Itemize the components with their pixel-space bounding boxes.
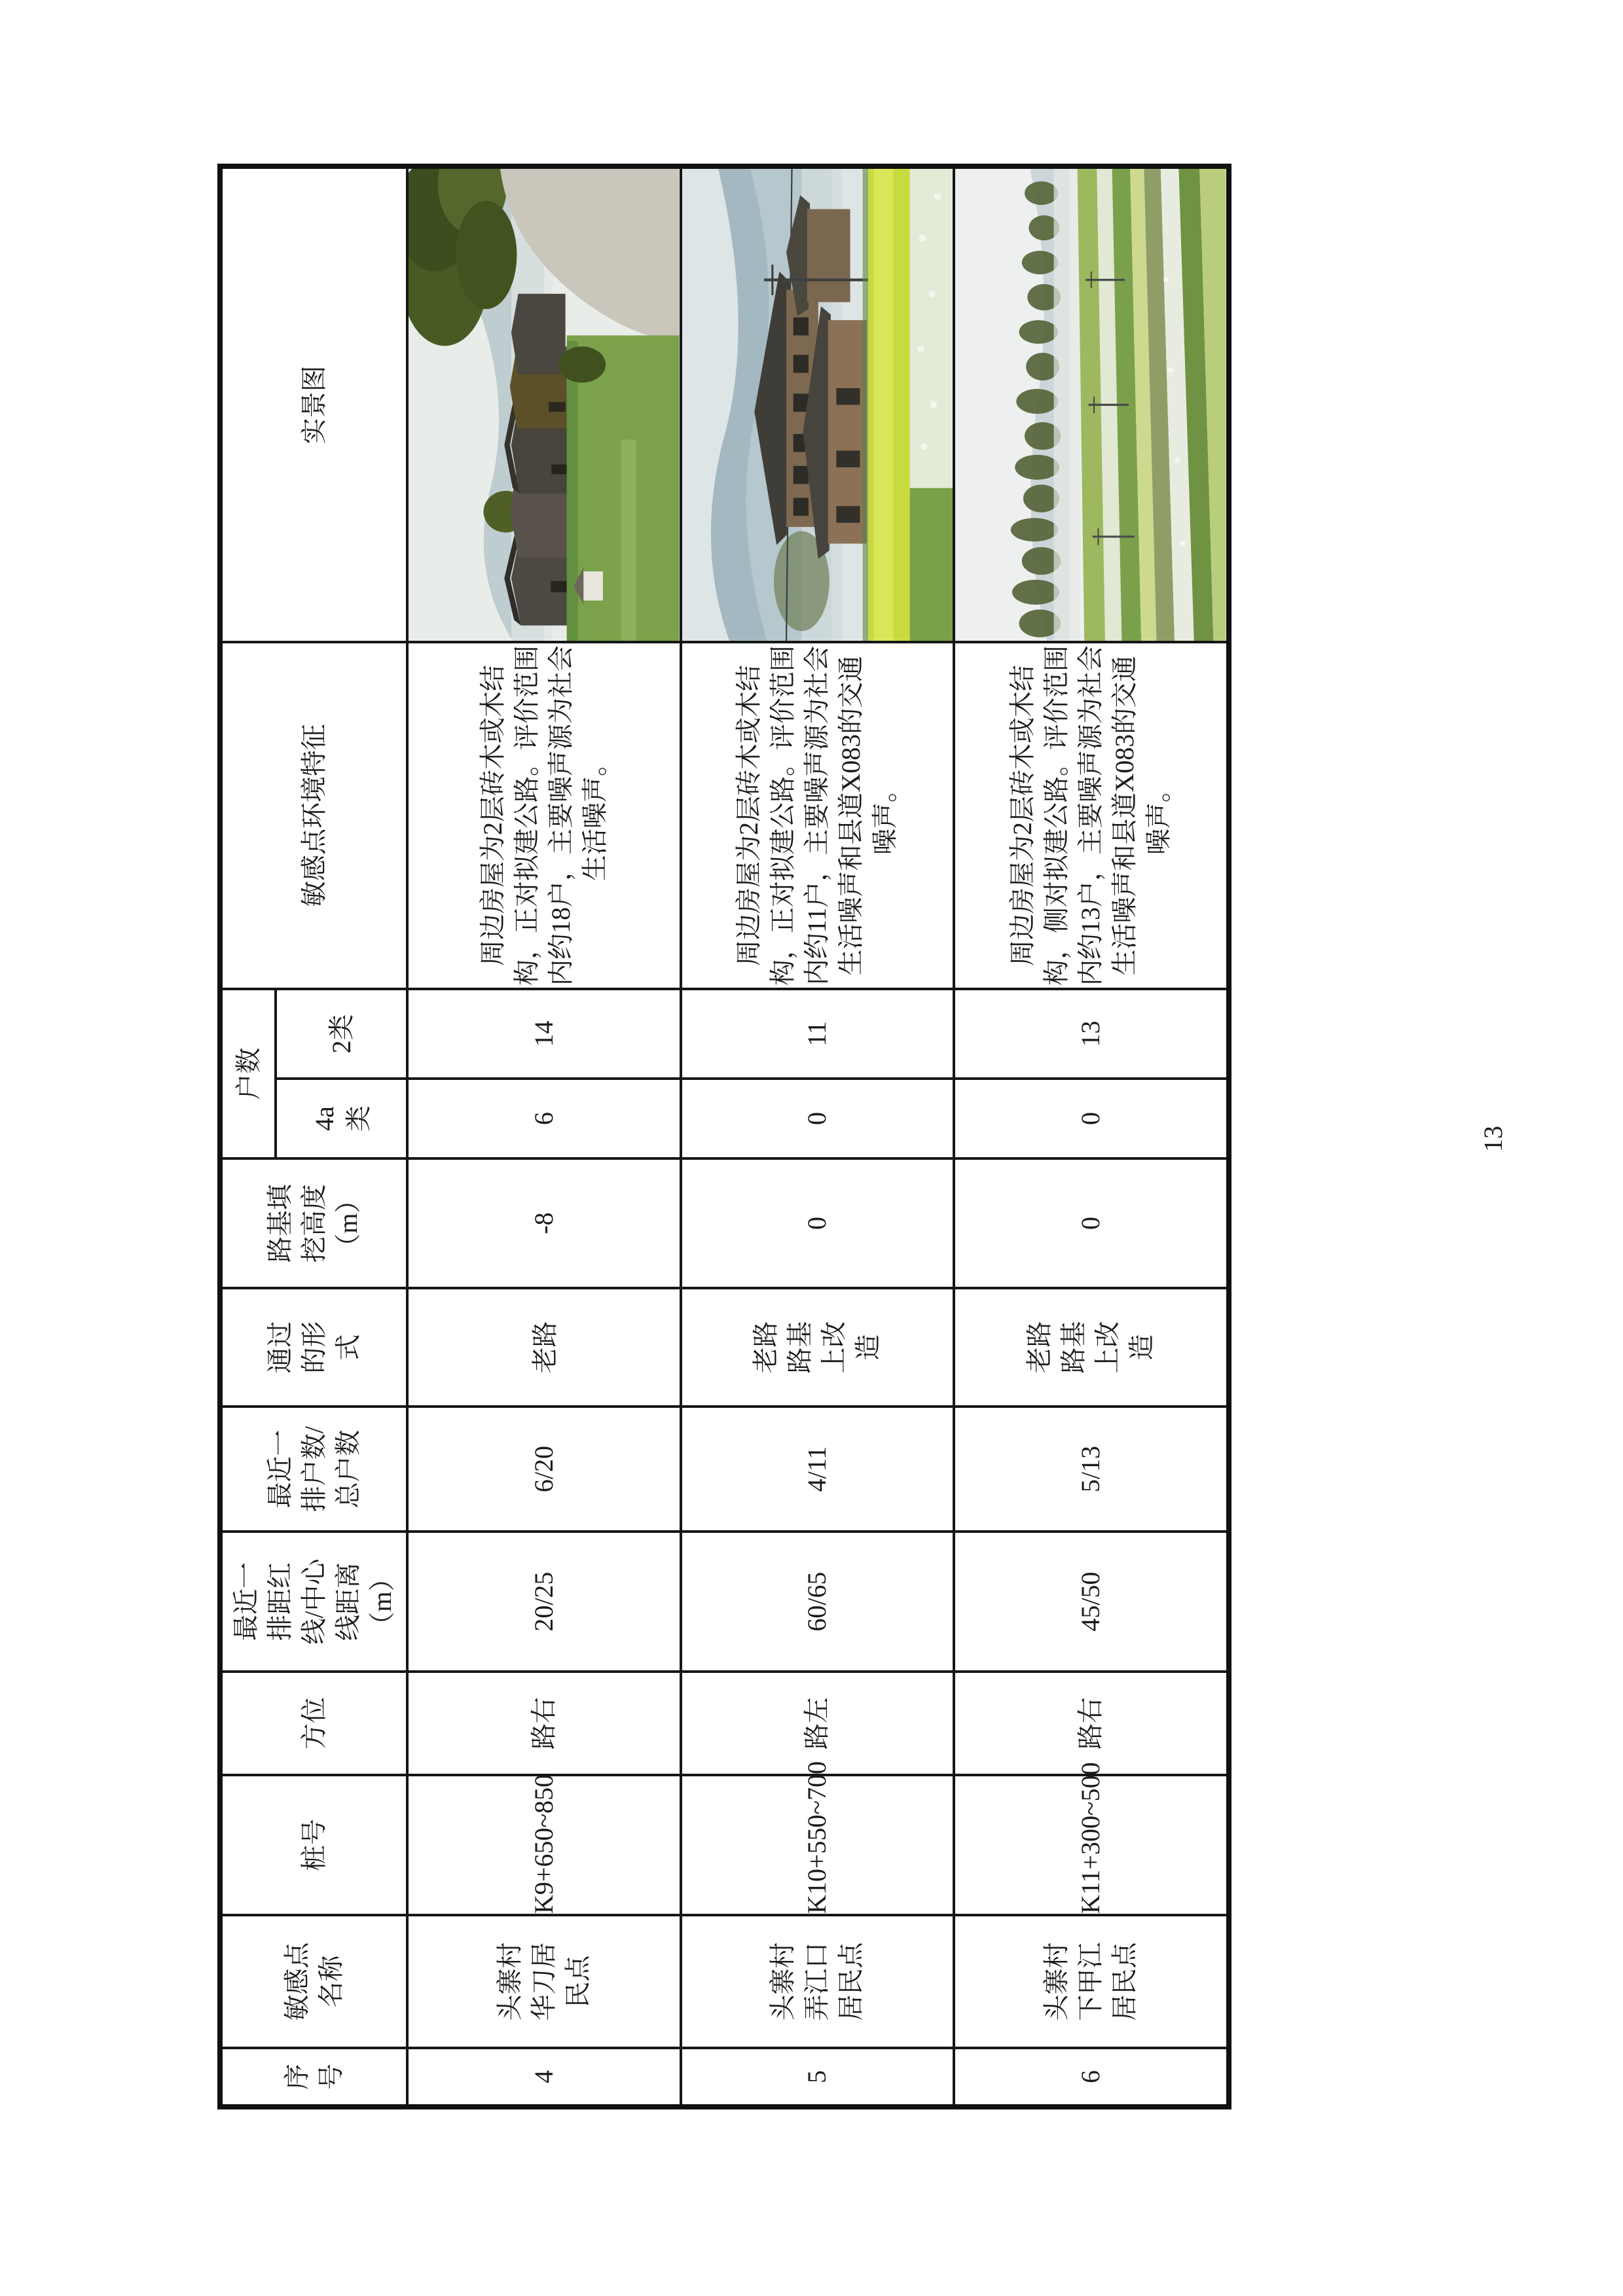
pass-form-value: 老路路基上改造 <box>751 1321 883 1374</box>
cell-station: K11+300~500 <box>954 1775 1229 1915</box>
cell-env-feature: 周边房屋为2层砖木或木结构，正对拟建公路。评价范围内约18户，主要噪声源为社会生活噪声。 <box>407 642 681 989</box>
cell-direction: 路左 <box>681 1672 955 1775</box>
table-row-point-4 <box>407 166 681 2107</box>
cell-class-4a: 0 <box>954 1079 1229 1158</box>
point-name: 头寨村下甲江居民点 <box>1041 1942 1139 2021</box>
cell-class-4a: 6 <box>407 1079 681 1158</box>
cell-photo <box>954 166 1229 642</box>
cell-distance: 45/50 <box>954 1532 1229 1672</box>
noise-sensitive-points-table <box>217 164 1231 2109</box>
point-name: 头寨村弄江口居民点 <box>768 1942 866 2021</box>
site-photo-stilt-house-field <box>682 169 953 641</box>
header-env-feature-label: 敏感点环境特征 <box>299 724 329 907</box>
header-class-2 <box>276 989 407 1079</box>
cell-distance: 60/65 <box>681 1532 955 1672</box>
header-direction <box>220 1672 407 1775</box>
cell-station: K10+550~700 <box>681 1775 955 1915</box>
cell-direction: 路右 <box>954 1672 1229 1775</box>
header-distance-label: 最近一排距红线/中心线距离（m） <box>231 1558 397 1645</box>
cell-households-row: 4/11 <box>681 1407 955 1532</box>
header-env-feature <box>220 642 407 989</box>
cell-distance: 20/25 <box>407 1532 681 1672</box>
cell-serial: 5 <box>681 2048 955 2107</box>
header-pass-form <box>220 1288 407 1407</box>
header-households-row-label: 最近一排户数/总户数 <box>265 1426 363 1513</box>
cell-households-row: 5/13 <box>954 1407 1229 1532</box>
cell-name <box>407 1915 681 2048</box>
cell-class-2: 11 <box>681 989 955 1079</box>
header-name <box>220 1915 407 2048</box>
page-number: 13 <box>1478 1126 1508 1152</box>
cell-name <box>954 1915 1229 2048</box>
cell-subgrade-height: -8 <box>407 1158 681 1288</box>
cell-env-feature: 周边房屋为2层砖木或木结构，侧对拟建公路。评价范围内约13户，主要噪声源为社会生活噪声和县道X083的交通噪声。 <box>954 642 1229 989</box>
header-photo <box>220 166 407 642</box>
pass-form-value: 老路 <box>530 1321 560 1374</box>
header-photo-label: 实景图 <box>299 365 329 444</box>
cell-photo <box>407 166 681 642</box>
table-row-point-5 <box>681 166 955 2107</box>
header-subgrade-height <box>220 1158 407 1288</box>
header-pass-form-label: 通过的形式 <box>265 1321 363 1374</box>
cell-class-4a: 0 <box>681 1079 955 1158</box>
point-name: 头寨村华刀居民点 <box>494 1942 593 2021</box>
header-households-group-label: 户数 <box>233 1047 263 1100</box>
header-station-label: 桩号 <box>299 1819 329 1871</box>
cell-pass-form <box>407 1288 681 1407</box>
header-subgrade-height-label: 路基填挖高度（m） <box>265 1184 363 1263</box>
cell-name <box>681 1915 955 2048</box>
cell-serial: 4 <box>407 2048 681 2107</box>
header-households-group <box>220 989 276 1158</box>
header-name-label: 敏感点名称 <box>282 1942 346 2021</box>
rotated-table <box>217 169 1200 2109</box>
header-direction-label: 方位 <box>299 1697 329 1749</box>
cell-direction: 路右 <box>407 1672 681 1775</box>
cell-class-2: 14 <box>407 989 681 1079</box>
header-distance <box>220 1532 407 1672</box>
cell-households-row: 6/20 <box>407 1407 681 1532</box>
cell-env-feature: 周边房屋为2层砖木或木结构，正对拟建公路。评价范围内约11户，主要噪声源为社会生活噪声和县道X083的交通噪声。 <box>681 642 955 989</box>
header-households-row <box>220 1407 407 1532</box>
pass-form-value: 老路路基上改造 <box>1024 1321 1156 1374</box>
header-station <box>220 1775 407 1915</box>
table-row-point-6 <box>954 166 1229 2107</box>
cell-serial: 6 <box>954 2048 1229 2107</box>
cell-class-2: 13 <box>954 989 1229 1079</box>
header-serial-label: 序号 <box>282 2064 346 2090</box>
cell-subgrade-height: 0 <box>954 1158 1229 1288</box>
header-serial <box>220 2048 407 2107</box>
header-class-4a-label: 4a类 <box>309 1105 373 1132</box>
site-photo-village-houses-road <box>409 169 680 641</box>
header-row-1 <box>220 166 276 2107</box>
header-class-2-label: 2类 <box>326 1014 356 1054</box>
cell-photo <box>681 166 955 642</box>
header-class-4a <box>276 1079 407 1158</box>
cell-station: K9+650~850 <box>407 1775 681 1915</box>
cell-pass-form <box>954 1288 1229 1407</box>
site-photo-terraced-fields <box>955 169 1226 641</box>
rotated-table-area <box>217 169 1200 2109</box>
cell-pass-form <box>681 1288 955 1407</box>
cell-subgrade-height: 0 <box>681 1158 955 1288</box>
